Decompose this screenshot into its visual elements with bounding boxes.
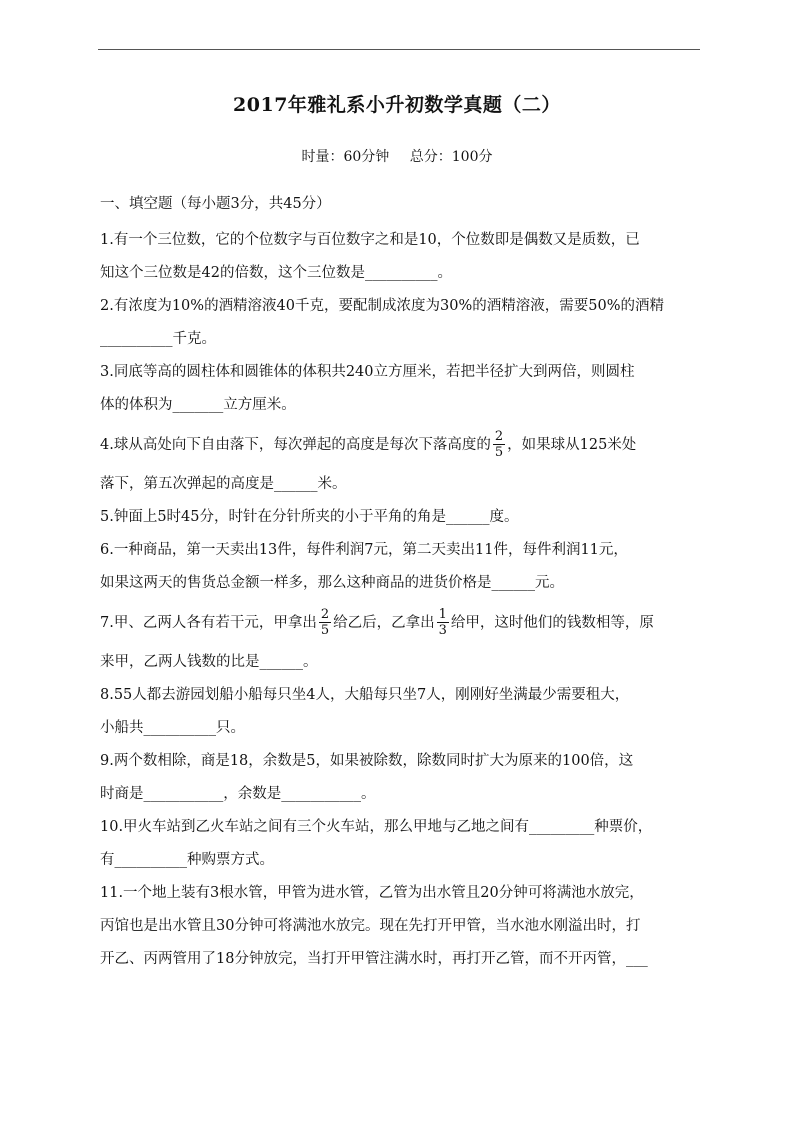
question-8: [100, 679, 702, 745]
question-line: 8.55人都去游园划船小船每只坐4人，大船每只坐7人，刚刚好坐满最少需要租大，: [100, 687, 630, 703]
question-5: [100, 501, 702, 534]
question-line: 10.甲火车站到乙火车站之间有三个火车站，那么甲地与乙地之间有_________种票价，: [100, 819, 653, 835]
fraction: [319, 607, 331, 638]
question-text: ，如果球从125米处: [507, 437, 637, 453]
question-line: 9.两个数相除，商是18，余数是5，如果被除数，除数同时扩大为原来的100倍，这: [100, 753, 634, 769]
fraction-denominator: 3: [438, 622, 447, 638]
section-heading: 一、填空题（每小题3分，共45分）: [100, 196, 331, 212]
question-line: 2.有浓度为10%的酒精溶液40千克，要配制成浓度为30%的酒精溶液，需要50%的酒精: [100, 298, 664, 314]
question-line: 知这个三位数是42的倍数，这个三位数是__________。: [100, 265, 452, 281]
fraction-numerator: 2: [320, 606, 330, 622]
time-limit: 时量：60分钟: [301, 149, 390, 165]
question-line: [100, 422, 702, 468]
question-line: 丙馆也是出水管且30分钟可将满池水放完。现在先打开甲管，当水池水刚溢出时，打: [100, 918, 641, 934]
exam-info: [0, 146, 794, 166]
page-title: 2017年雅礼系小升初数学真题（二）: [233, 94, 561, 116]
question-line: 小船共__________只。: [100, 720, 245, 736]
question-line: 开乙、丙两管用了18分钟放完，当打开甲管注满水时，再打开乙管，而不开丙管，___: [100, 951, 648, 967]
question-line: 时商是___________，余数是___________。: [100, 786, 376, 802]
question-line: 5.钟面上5时45分，时针在分针所夹的小于平角的角是______度。: [100, 509, 519, 525]
question-line: [100, 600, 702, 646]
question-11: [100, 877, 702, 976]
question-line: 来甲，乙两人钱数的比是______。: [100, 654, 318, 670]
question-line: 体的体积为_______立方厘米。: [100, 397, 296, 413]
question-line: 如果这两天的售货总金额一样多，那么这种商品的进货价格是______元。: [100, 575, 564, 591]
question-line: 1.有一个三位数，它的个位数字与百位数字之和是10，个位数即是偶数又是质数，已: [100, 232, 640, 248]
question-line: 落下，第五次弹起的高度是______米。: [100, 476, 347, 492]
fraction-denominator: 5: [320, 622, 330, 638]
question-line: 3.同底等高的圆柱体和圆锥体的体积共240立方厘米，若把半径扩大到两倍，则圆柱: [100, 364, 635, 380]
question-1: [100, 224, 702, 290]
fraction: [437, 607, 449, 638]
fraction-numerator: 1: [438, 606, 447, 622]
question-text: 4.球从高处向下自由落下，每次弹起的高度是每次下落高度的: [100, 437, 491, 453]
question-6: [100, 534, 702, 600]
fraction-numerator: 2: [494, 428, 504, 444]
question-4: [100, 422, 702, 501]
question-text: 给甲，这时他们的钱数相等，原: [450, 615, 654, 631]
question-7: [100, 600, 702, 679]
question-line: 11.一个地上装有3根水管，甲管为进水管，乙管为出水管且20分钟可将满池水放完，: [100, 885, 644, 901]
question-9: [100, 745, 702, 811]
question-text: 7.甲、乙两人各有若干元，甲拿出: [100, 615, 317, 631]
question-10: [100, 811, 702, 877]
top-rule: [98, 49, 700, 50]
question-2: [100, 290, 702, 356]
question-line: __________千克。: [100, 331, 216, 347]
fraction-denominator: 5: [494, 444, 504, 460]
question-list: [100, 224, 702, 976]
question-line: 有__________种购票方式。: [100, 852, 274, 868]
question-line: 6.一种商品，第一天卖出13件，每件利润7元，第二天卖出11件，每件利润11元，: [100, 542, 628, 558]
question-text: 给乙后，乙拿出: [333, 615, 435, 631]
fraction: [493, 429, 505, 460]
question-3: [100, 356, 702, 422]
total-score: 总分：100分: [409, 149, 493, 165]
